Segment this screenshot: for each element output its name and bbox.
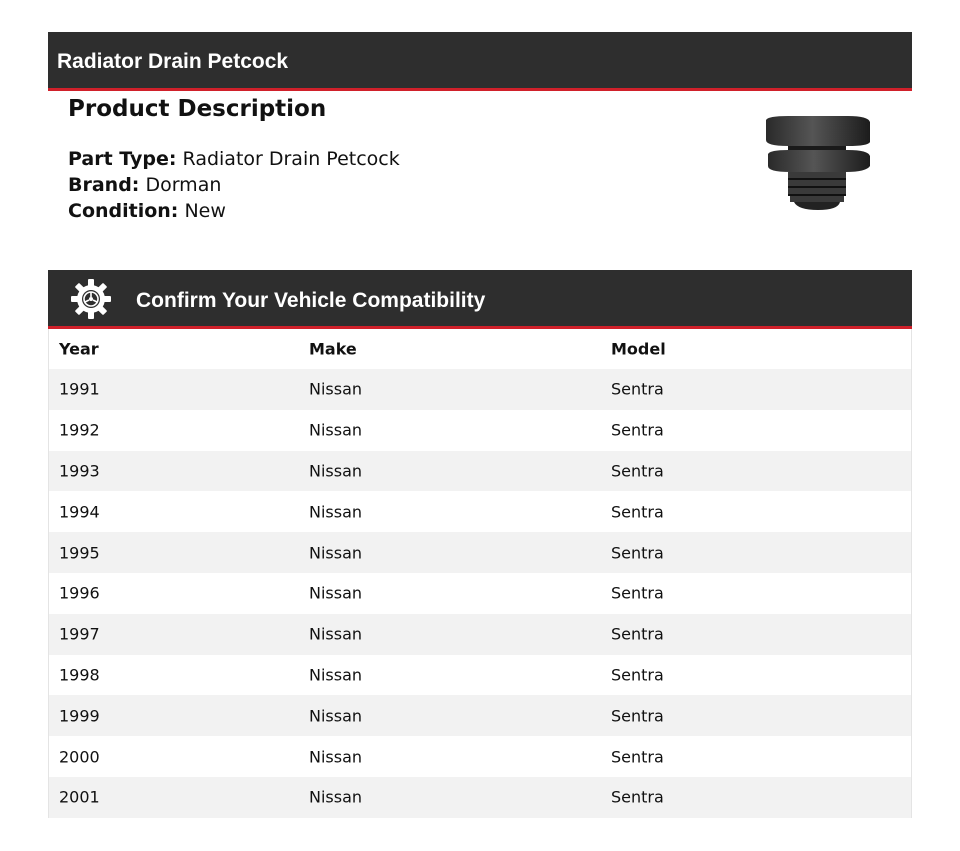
part-type-value: Radiator Drain Petcock [182, 148, 400, 170]
condition-line [68, 198, 728, 224]
part-type-label: Part Type: [68, 148, 177, 170]
model-cell: Sentra [611, 787, 664, 807]
table-row [49, 736, 911, 777]
make-cell: Nissan [309, 747, 363, 767]
year-cell: 1992 [59, 420, 100, 440]
model-cell: Sentra [611, 624, 664, 644]
make-cell: Nissan [309, 502, 363, 522]
year-cell: 1998 [59, 665, 100, 685]
make-cell: Nissan [309, 665, 363, 685]
condition-value: New [184, 200, 226, 222]
model-cell: Sentra [611, 379, 664, 399]
compatibility-table [48, 329, 912, 818]
compatibility-bar [48, 270, 912, 329]
product-description [68, 96, 728, 224]
table-row [49, 369, 911, 410]
brand-line [68, 172, 728, 198]
column-header-make: Make [309, 339, 357, 359]
make-cell: Nissan [309, 583, 363, 603]
model-cell: Sentra [611, 502, 664, 522]
model-cell: Sentra [611, 461, 664, 481]
table-row [49, 695, 911, 736]
model-cell: Sentra [611, 543, 664, 563]
column-header-model: Model [611, 339, 666, 359]
column-header-year: Year [59, 339, 99, 359]
table-row [49, 410, 911, 451]
model-cell: Sentra [611, 583, 664, 603]
model-cell: Sentra [611, 420, 664, 440]
year-cell: 1991 [59, 379, 100, 399]
gear-icon [70, 278, 112, 320]
model-cell: Sentra [611, 665, 664, 685]
make-cell: Nissan [309, 379, 363, 399]
table-header-row [49, 329, 911, 369]
table-row [49, 777, 911, 818]
year-cell: 2001 [59, 787, 100, 807]
make-cell: Nissan [309, 624, 363, 644]
product-title: Radiator Drain Petcock [57, 50, 289, 73]
year-cell: 1999 [59, 706, 100, 726]
table-row [49, 532, 911, 573]
make-cell: Nissan [309, 461, 363, 481]
model-cell: Sentra [611, 747, 664, 767]
make-cell: Nissan [309, 420, 363, 440]
compatibility-title: Confirm Your Vehicle Compatibility [136, 289, 486, 312]
year-cell: 1996 [59, 583, 100, 603]
part-type-line [68, 146, 728, 172]
make-cell: Nissan [309, 706, 363, 726]
year-cell: 1993 [59, 461, 100, 481]
table-row [49, 573, 911, 614]
product-title-bar [48, 32, 912, 91]
model-cell: Sentra [611, 706, 664, 726]
year-cell: 1994 [59, 502, 100, 522]
brand-label: Brand: [68, 174, 140, 196]
table-row [49, 614, 911, 655]
table-row [49, 451, 911, 492]
brand-value: Dorman [145, 174, 222, 196]
table-row [49, 491, 911, 532]
condition-label: Condition: [68, 200, 179, 222]
year-cell: 1997 [59, 624, 100, 644]
make-cell: Nissan [309, 787, 363, 807]
description-heading: Product Description [68, 96, 327, 122]
make-cell: Nissan [309, 543, 363, 563]
year-cell: 1995 [59, 543, 100, 563]
year-cell: 2000 [59, 747, 100, 767]
product-image [758, 110, 876, 214]
table-row [49, 655, 911, 696]
